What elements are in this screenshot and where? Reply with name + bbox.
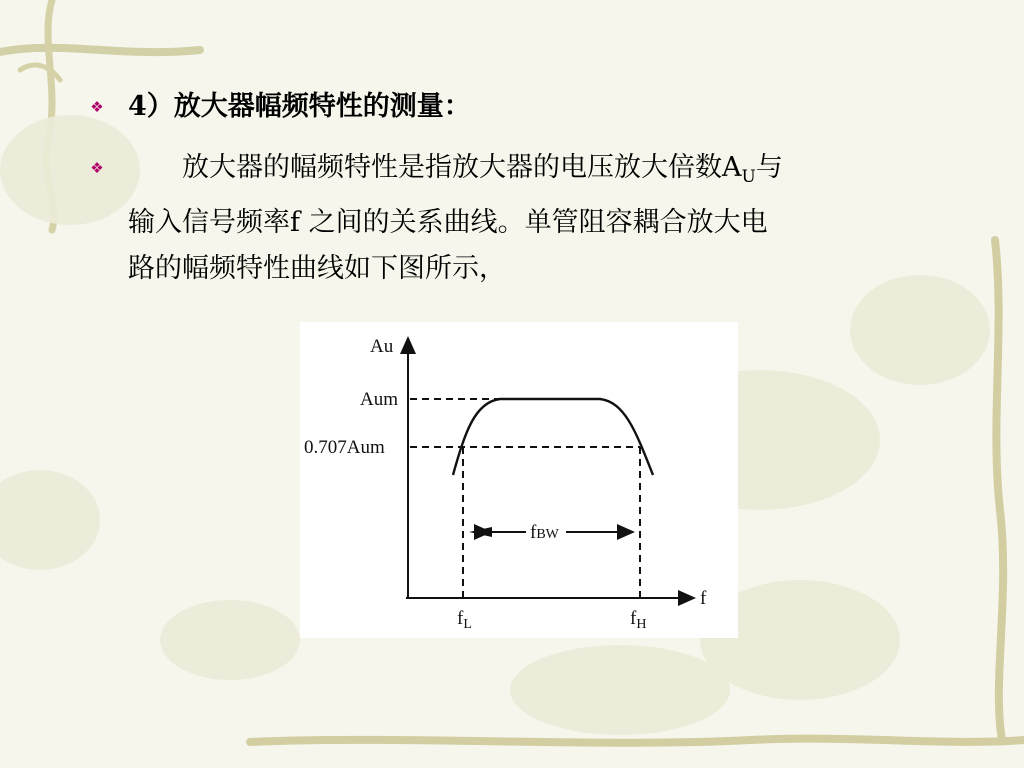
slide-heading: 4）放大器幅频特性的测量：: [128, 91, 471, 122]
response-curve: [453, 399, 653, 475]
aum-label: Aum: [360, 389, 398, 410]
paragraph-line-3: 路的幅频特性曲线如下图所示，: [128, 253, 506, 284]
x-axis-label: f: [700, 588, 707, 609]
frequency-response-figure: [300, 322, 738, 638]
fh-label: fH: [630, 608, 647, 632]
bullet-diamond-icon: ❖: [90, 98, 104, 116]
paragraph-line-1: 放大器的幅频特性是指放大器的电压放大倍数$A_U$与: [182, 152, 783, 187]
bullet-diamond-icon: ❖: [90, 159, 104, 177]
paragraph-line-2: 输入信号频率f 之间的关系曲线。单管阻容耦合放大电: [128, 207, 768, 238]
slide-paragraph: [128, 145, 958, 292]
cutoff-level-label: 0.707Aum: [304, 437, 385, 458]
bandwidth-label: fBW: [530, 522, 559, 543]
y-axis-label: Au: [370, 336, 394, 357]
fl-label: fL: [457, 608, 472, 632]
